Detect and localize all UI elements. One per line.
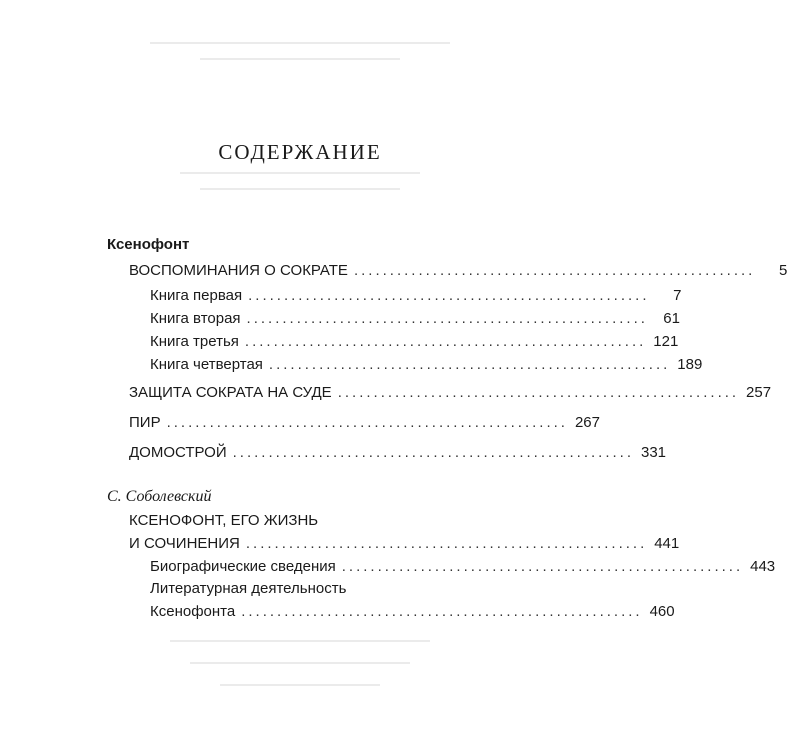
dot-leader: ........................................................ [341,558,744,575]
toc-entry-page: 441 [654,535,680,552]
toc-entry-title-line2: Ксенофонта [150,603,236,620]
toc-entry[interactable] [150,356,703,373]
dot-leader: ........................................................ [248,287,650,304]
toc-entry-page: 257 [746,384,772,401]
toc-entry-title-line1[interactable]: КСЕНОФОНТ, ЕГО ЖИЗНЬ [129,512,319,529]
toc-entry[interactable] [129,444,667,461]
toc-entry-title: Биографические сведения [150,558,336,575]
toc-entry[interactable] [129,535,680,552]
toc-entry-title: Книга первая [150,287,243,304]
dot-leader: ........................................................ [245,535,648,552]
toc-entry-page: 443 [750,558,776,575]
toc-entry[interactable] [150,310,680,327]
bleed-through [200,188,400,190]
toc-entry-page: 121 [653,333,679,350]
dot-leader: ........................................................ [353,262,756,279]
bleed-through [190,662,410,664]
toc-entry[interactable] [150,287,682,304]
toc-entry-page: 267 [574,414,600,431]
toc-entry-title: ВОСПОМИНАНИЯ О СОКРАТЕ [129,262,348,279]
toc-entry-page: 5 [778,262,787,279]
bleed-through [180,172,420,174]
dot-leader: ........................................................ [232,444,635,461]
bleed-through [150,42,450,44]
toc-entry-title: Книга четвертая [150,356,263,373]
toc-entry-title: Книга третья [150,333,239,350]
toc-entry-title: ЗАЩИТА СОКРАТА НА СУДЕ [129,384,332,401]
toc-entry-title-line2: И СОЧИНЕНИЯ [129,535,240,552]
toc-entry-title: Книга вторая [150,310,241,327]
toc-entry-title: ПИР [129,414,161,431]
toc-entry[interactable] [129,384,772,401]
toc-entry-page: 189 [677,356,703,373]
bleed-through [200,58,400,60]
page-title: СОДЕРЖАНИЕ [218,140,382,164]
toc-entry[interactable] [150,603,675,620]
bleed-through [170,640,430,642]
toc-entry[interactable] [129,262,787,279]
toc-entry[interactable] [150,333,679,350]
dot-leader: ........................................................ [337,384,740,401]
section-author: С. Соболевский [107,488,212,505]
dot-leader: ........................................................ [268,356,671,373]
toc-entry-page: 61 [663,310,680,327]
toc-entry-page: 331 [640,444,667,461]
dot-leader: ........................................................ [246,310,648,327]
toc-entry-title: ДОМОСТРОЙ [129,444,227,461]
toc-entry[interactable] [150,558,776,575]
toc-entry-page: 460 [649,603,675,620]
bleed-through [220,684,380,686]
section-author: Ксенофонт [107,236,190,253]
dot-leader: ........................................................ [166,414,568,431]
dot-leader: ........................................................ [244,333,647,350]
toc-entry[interactable] [129,414,600,431]
dot-leader: ........................................................ [241,603,643,620]
toc-entry-title-line1[interactable]: Литературная деятельность [150,580,347,597]
toc-entry-page: 7 [673,287,682,304]
